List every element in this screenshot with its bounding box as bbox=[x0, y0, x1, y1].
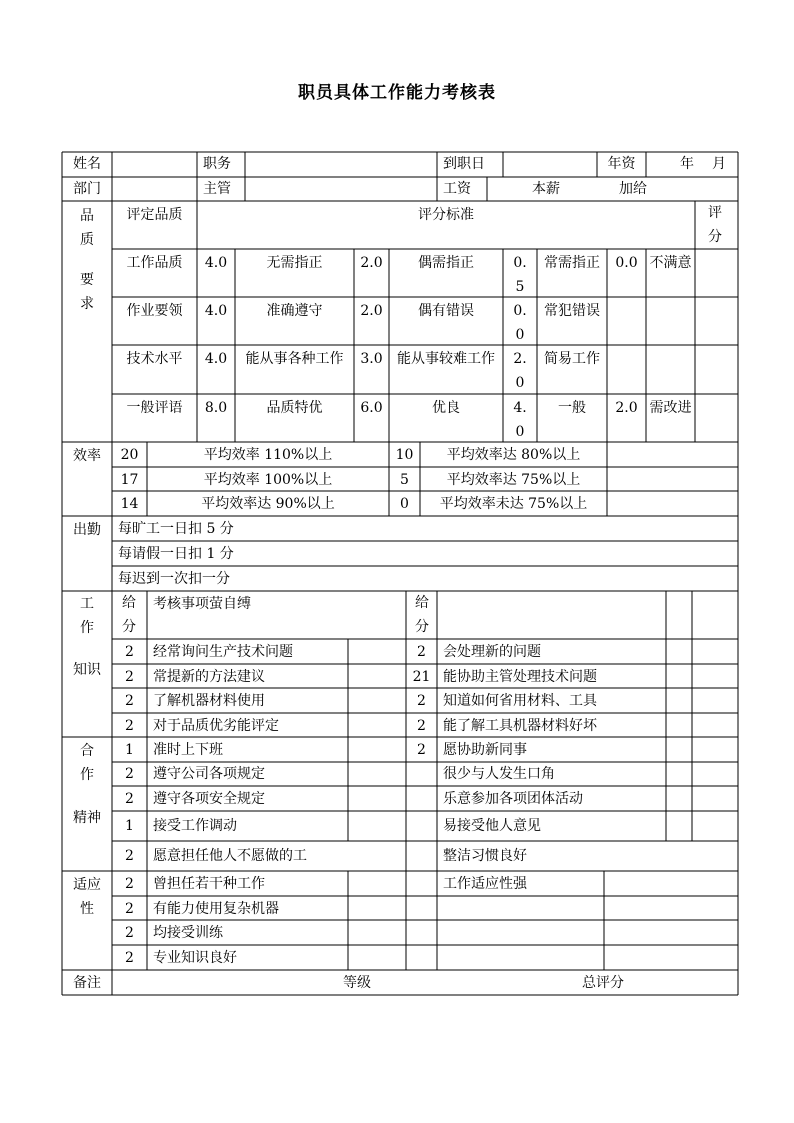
knowledge-mark-right[interactable] bbox=[666, 713, 692, 738]
knowledge-item-right: 能协助主管处理技术问题 bbox=[443, 669, 597, 685]
knowledge-mark-left[interactable] bbox=[348, 664, 406, 689]
quality-desc-2: 能从事较难工作 bbox=[397, 351, 495, 367]
quality-score-field[interactable] bbox=[695, 297, 738, 345]
quality-desc-2: 偶需指正 bbox=[418, 255, 474, 271]
quality-desc-4 bbox=[646, 347, 695, 393]
knowledge-mark-right[interactable] bbox=[666, 664, 692, 689]
name-label: 姓名 bbox=[73, 156, 101, 172]
quality-score-4: 0.0 bbox=[615, 255, 638, 271]
quality-item: 作业要领 bbox=[126, 303, 183, 319]
efficiency-score-field[interactable] bbox=[607, 442, 738, 467]
quality-score-1: 4.0 bbox=[204, 255, 228, 271]
efficiency-desc-a: 平均效率 110%以上 bbox=[203, 447, 333, 463]
name-field[interactable] bbox=[112, 152, 197, 177]
knowledge-item-right: 知道如何省用材料、工具 bbox=[443, 693, 597, 709]
knowledge-score-right: 21 bbox=[412, 669, 431, 685]
cooperation-score-left: 2 bbox=[125, 766, 134, 782]
quality-score-2: 2.0 bbox=[360, 255, 383, 271]
cooperation-label-1: 合 bbox=[80, 743, 94, 759]
efficiency-score-b: 0 bbox=[400, 496, 409, 512]
cooperation-item-left: 愿意担任他人不愿做的工 bbox=[153, 848, 307, 864]
adaptability-item-right bbox=[437, 946, 604, 970]
quality-score-4 bbox=[607, 299, 646, 345]
knowledge-label-2: 作 bbox=[80, 620, 94, 636]
quality-section-label-3: 要 bbox=[80, 272, 94, 288]
cooperation-score-left: 2 bbox=[125, 848, 134, 864]
attendance-label: 出勤 bbox=[73, 522, 101, 538]
knowledge-item-left: 了解机器材料使用 bbox=[153, 693, 265, 709]
knowledge-col-item: 考核事项萤自缚 bbox=[153, 596, 251, 612]
knowledge-mark-right[interactable] bbox=[666, 688, 692, 713]
cooperation-score-right bbox=[406, 844, 437, 868]
efficiency-desc-b: 平均效率达 75%以上 bbox=[446, 472, 581, 488]
cooperation-item-right: 很少与人发生口角 bbox=[443, 766, 555, 782]
adaptability-label-2: 性 bbox=[80, 901, 94, 917]
cooperation-score-right bbox=[406, 787, 437, 811]
cooperation-score-left: 1 bbox=[125, 741, 134, 758]
quality-desc-2: 优良 bbox=[432, 400, 460, 416]
quality-score-1: 4.0 bbox=[204, 351, 228, 367]
knowledge-item-left: 常提新的方法建议 bbox=[153, 669, 265, 685]
quality-desc-1: 准确遵守 bbox=[266, 303, 323, 319]
salary-label: 工资 bbox=[443, 181, 471, 197]
remarks-label: 备注 bbox=[73, 975, 101, 991]
seniority-label: 年资 bbox=[607, 156, 636, 172]
knowledge-score-left: 2 bbox=[125, 644, 134, 660]
quality-desc-3: 常犯错误 bbox=[544, 303, 600, 319]
quality-score-2: 2.0 bbox=[360, 303, 383, 319]
knowledge-score-right: 2 bbox=[417, 718, 426, 734]
knowledge-score-right: 2 bbox=[417, 693, 426, 709]
attendance-rule: 每旷工一日扣 5 分 bbox=[118, 521, 234, 537]
quality-desc-3: 简易工作 bbox=[544, 351, 600, 367]
adaptability-score: 2 bbox=[125, 925, 134, 941]
knowledge-item-right: 会处理新的问题 bbox=[443, 644, 541, 660]
cooperation-item-right: 乐意参加各项团体活动 bbox=[443, 790, 583, 807]
year-unit: 年 bbox=[680, 156, 694, 172]
knowledge-item-left: 经常询问生产技术问题 bbox=[153, 644, 293, 660]
quality-score-1: 4.0 bbox=[204, 303, 228, 319]
quality-score-field[interactable] bbox=[695, 249, 738, 297]
quality-desc-3: 常需指正 bbox=[544, 255, 600, 271]
seniority-field[interactable] bbox=[646, 152, 738, 177]
adaptability-item-left: 专业知识良好 bbox=[153, 950, 237, 966]
efficiency-desc-a: 平均效率 100%以上 bbox=[203, 472, 333, 488]
attendance-rule: 每迟到一次扣一分 bbox=[118, 571, 230, 587]
adaptability-score-field[interactable] bbox=[604, 896, 738, 921]
efficiency-desc-b: 平均效率达 80%以上 bbox=[446, 447, 581, 463]
quality-desc-2: 偶有错误 bbox=[418, 303, 474, 319]
quality-desc-1: 能从事各种工作 bbox=[245, 351, 344, 367]
efficiency-score-field[interactable] bbox=[607, 491, 738, 516]
join-date-field[interactable] bbox=[503, 152, 597, 177]
knowledge-score-right: 2 bbox=[417, 644, 426, 660]
quality-score-4: 2.0 bbox=[615, 400, 638, 416]
knowledge-label-1: 工 bbox=[80, 596, 94, 612]
quality-section-label-1: 品 bbox=[80, 208, 94, 224]
cooperation-item-right: 整洁习惯良好 bbox=[443, 848, 527, 864]
quality-section-label-4: 求 bbox=[80, 296, 94, 312]
cooperation-item-left: 遵守各项安全规定 bbox=[153, 790, 265, 807]
quality-desc-4: 需改进 bbox=[649, 400, 692, 416]
knowledge-mark-right[interactable] bbox=[666, 639, 692, 664]
bonus-label: 加给 bbox=[619, 181, 647, 197]
efficiency-score-field[interactable] bbox=[607, 467, 738, 492]
efficiency-score-b: 10 bbox=[395, 447, 414, 463]
adaptability-score-field[interactable] bbox=[604, 920, 738, 945]
quality-score-3: 4.0 bbox=[513, 400, 527, 440]
position-field[interactable] bbox=[245, 152, 437, 177]
knowledge-item-left: 对于品质优劣能评定 bbox=[153, 718, 279, 734]
quality-score-field[interactable] bbox=[695, 345, 738, 393]
cooperation-label-2: 作 bbox=[80, 767, 94, 783]
knowledge-score-left: 2 bbox=[125, 693, 134, 709]
dept-field[interactable] bbox=[112, 177, 197, 201]
knowledge-mark-left[interactable] bbox=[348, 688, 406, 713]
adaptability-score: 2 bbox=[125, 901, 134, 917]
adaptability-item-left: 均接受训练 bbox=[153, 925, 223, 941]
join-date-label: 到职日 bbox=[443, 156, 485, 172]
efficiency-label: 效率 bbox=[73, 448, 101, 464]
knowledge-mark-left[interactable] bbox=[348, 713, 406, 738]
adaptability-item-left: 有能力使用复杂机器 bbox=[153, 901, 279, 917]
knowledge-score-left: 2 bbox=[125, 718, 134, 734]
quality-score-3: 2.0 bbox=[513, 351, 527, 391]
attendance-rule: 每请假一日扣 1 分 bbox=[118, 546, 234, 562]
cooperation-item-right: 愿协助新同事 bbox=[443, 741, 527, 758]
efficiency-score-a: 20 bbox=[120, 447, 139, 463]
quality-item: 一般评语 bbox=[126, 400, 183, 416]
cooperation-score-right bbox=[406, 762, 437, 786]
knowledge-mark-left[interactable] bbox=[348, 639, 406, 664]
adaptability-score: 2 bbox=[125, 950, 134, 966]
cooperation-item-left: 遵守公司各项规定 bbox=[153, 766, 265, 782]
supervisor-label: 主管 bbox=[203, 181, 231, 197]
form-title: 职员具体工作能力考核表 bbox=[298, 83, 496, 103]
cooperation-score-left: 2 bbox=[125, 790, 134, 807]
quality-desc-4: 不满意 bbox=[649, 255, 692, 271]
quality-score-2: 3.0 bbox=[360, 351, 383, 367]
month-unit: 月 bbox=[712, 156, 726, 172]
quality-col-item: 评定品质 bbox=[126, 207, 183, 223]
efficiency-desc-a: 平均效率达 90%以上 bbox=[201, 496, 335, 512]
quality-section-label-2: 质 bbox=[80, 232, 94, 248]
quality-score-3: 0.5 bbox=[513, 255, 527, 295]
efficiency-score-a: 14 bbox=[120, 496, 139, 512]
knowledge-score-left: 2 bbox=[125, 669, 134, 685]
adaptability-item-right: 工作适应性强 bbox=[443, 876, 527, 892]
quality-desc-3: 一般 bbox=[558, 400, 586, 416]
total-score-label: 总评分 bbox=[582, 975, 624, 991]
adaptability-score-field[interactable] bbox=[604, 871, 738, 896]
efficiency-desc-b: 平均效率未达 75%以上 bbox=[439, 496, 588, 512]
base-pay-label: 本薪 bbox=[532, 181, 560, 197]
supervisor-field[interactable] bbox=[245, 177, 437, 201]
quality-desc-4 bbox=[646, 299, 695, 345]
efficiency-score-b: 5 bbox=[400, 472, 409, 488]
dept-label: 部门 bbox=[73, 181, 101, 197]
quality-score-4 bbox=[607, 347, 646, 393]
quality-col-score: 评分 bbox=[708, 205, 722, 245]
knowledge-item-right: 能了解工具机器材料好坏 bbox=[443, 718, 597, 734]
adaptability-item-right bbox=[437, 897, 604, 921]
cooperation-item-right: 易接受他人意见 bbox=[443, 818, 541, 834]
adaptability-item-right bbox=[437, 921, 604, 945]
adaptability-label-1: 适应 bbox=[73, 877, 101, 893]
quality-desc-1: 品质特优 bbox=[266, 400, 323, 416]
position-label: 职务 bbox=[203, 156, 231, 172]
quality-score-3: 0.0 bbox=[513, 303, 527, 343]
quality-score-2: 6.0 bbox=[360, 400, 383, 416]
quality-score-field[interactable] bbox=[695, 394, 738, 442]
salary-field[interactable] bbox=[487, 177, 738, 201]
grade-label: 等级 bbox=[343, 975, 371, 991]
quality-item: 工作品质 bbox=[126, 255, 183, 271]
quality-score-1: 8.0 bbox=[204, 400, 228, 416]
cooperation-item-left: 接受工作调动 bbox=[153, 818, 237, 834]
adaptability-score: 2 bbox=[125, 876, 134, 892]
efficiency-score-a: 17 bbox=[120, 472, 139, 488]
quality-item: 技术水平 bbox=[126, 351, 183, 367]
adaptability-item-left: 曾担任若干种工作 bbox=[153, 876, 265, 892]
cooperation-label-3: 精神 bbox=[73, 810, 101, 826]
cooperation-score-right: 2 bbox=[417, 741, 426, 758]
knowledge-col-score-left: 给分 bbox=[122, 595, 136, 635]
quality-desc-1: 无需指正 bbox=[266, 255, 323, 271]
cooperation-score-right bbox=[406, 814, 437, 838]
cooperation-item-left: 准时上下班 bbox=[153, 741, 223, 758]
knowledge-label-3: 知识 bbox=[73, 662, 101, 678]
knowledge-col-score-right: 给分 bbox=[415, 595, 429, 635]
adaptability-score-field[interactable] bbox=[604, 945, 738, 970]
cooperation-score-left: 1 bbox=[125, 818, 134, 834]
quality-col-standard: 评分标准 bbox=[418, 207, 474, 223]
